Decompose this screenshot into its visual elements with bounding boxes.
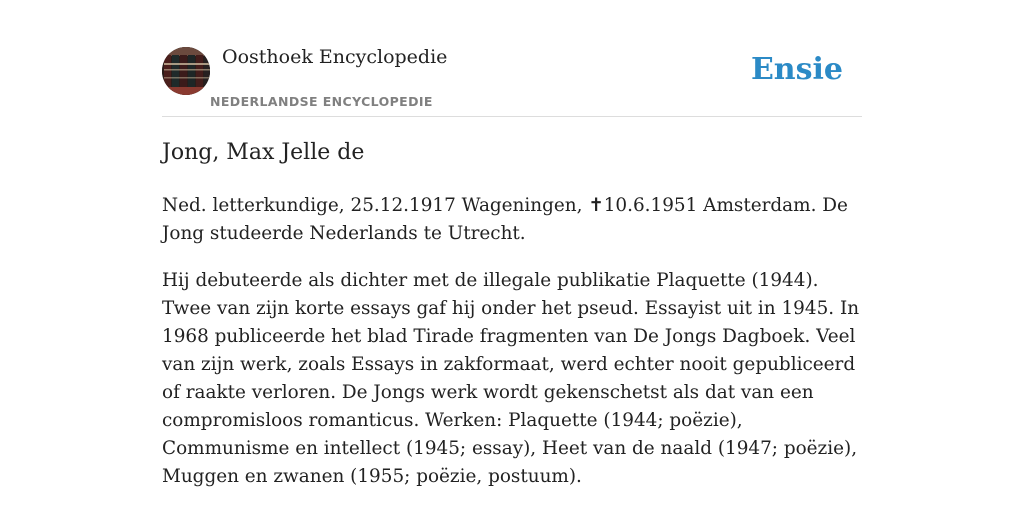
page-container [162, 0, 862, 512]
encyclopedia-books-icon[interactable] [162, 47, 210, 95]
article-paragraph-1: Ned. letterkundige, 25.12.1917 Wageningen, ✝10.6.1951 Amsterdam. De Jong studeerde Nederlands te Utrecht. [162, 195, 848, 244]
article-paragraph-2: Hij debuteerde als dichter met de illegale publikatie Plaquette (1944). Twee van zijn korte essays gaf hij onder het pseud. Essayist uit in 1945. In 1968 publiceerde het blad Tirade fragmenten van De Jongs Dagboek. Veel van zijn werk, zoals Essays in zakformaat, werd echter nooit gepubliceerd of raakte verloren. De Jongs werk wordt gekenschetst als dat van een compromisloos romanticus. Werken: Plaquette (1944; poëzie), Communisme en intellect (1945; essay), Heet van de naald (1947; poëzie), Muggen en zwanen (1955; poëzie, postuum). [162, 270, 860, 487]
site-title[interactable]: Oosthoek Encyclopedie [222, 46, 448, 68]
site-subtitle: NEDERLANDSE ENCYCLOPEDIE [210, 94, 433, 109]
site-header [162, 0, 862, 117]
brand-logo-link[interactable]: Ensie [750, 52, 843, 87]
article-title: Jong, Max Jelle de [162, 140, 365, 165]
